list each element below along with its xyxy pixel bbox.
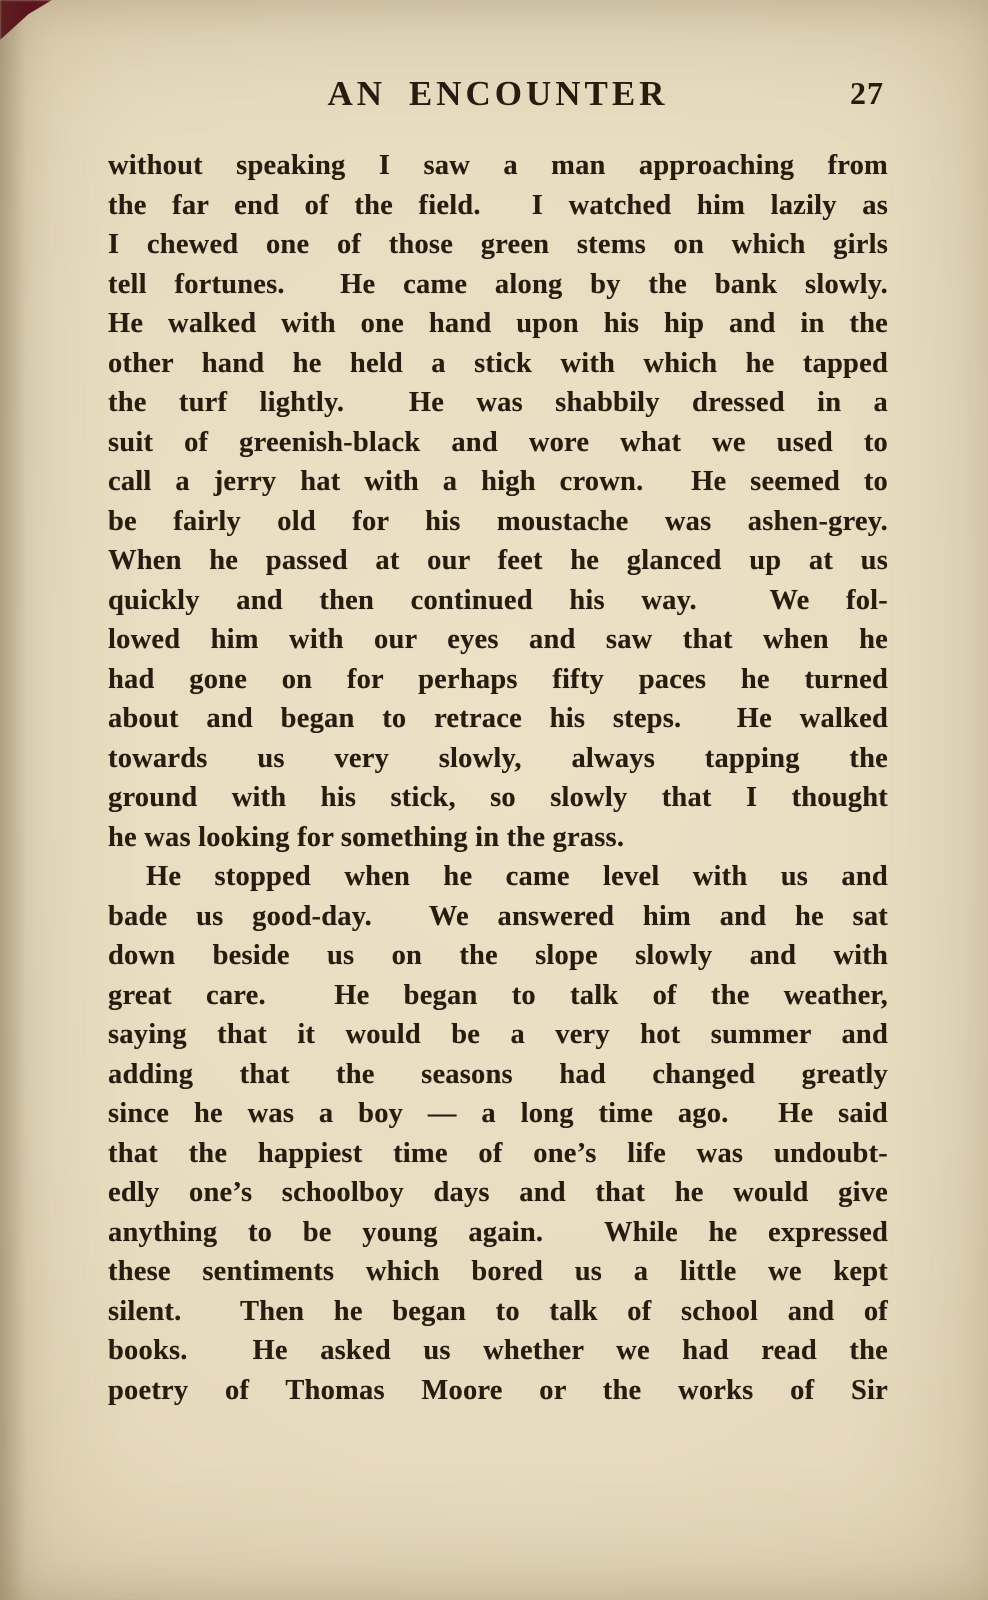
running-title: AN ENCOUNTER <box>327 74 669 113</box>
text-line: bade us good-day. We answered him and he sat <box>108 900 888 932</box>
page-body <box>108 146 888 1410</box>
text-line: since he was a boy — a long time ago. He said <box>108 1098 888 1129</box>
text-line: tell fortunes. He came along by the bank slowly. <box>108 268 888 300</box>
text-line: He walked with one hand upon his hip and in the <box>108 308 888 339</box>
text-line: that the happiest time of one’s life was undoubt- <box>108 1137 888 1169</box>
text-line: great care. He began to talk of the weather, <box>108 979 888 1011</box>
text-line: silent. Then he began to talk of school and of <box>108 1295 888 1327</box>
text-line: poetry of Thomas Moore or the works of Sir <box>108 1374 888 1406</box>
page-edge-shade <box>0 0 26 1600</box>
text-line: I chewed one of those green stems on which girls <box>108 229 888 260</box>
text-line: He stopped when he came level with us and <box>146 861 888 892</box>
text-line: he was looking for something in the grass. <box>108 821 625 853</box>
text-line: anything to be young again. While he expressed <box>108 1216 888 1248</box>
text-line: be fairly old for his moustache was ashen-grey. <box>108 505 888 537</box>
text-line: edly one’s schoolboy days and that he would give <box>108 1177 888 1208</box>
text-line: adding that the seasons had changed greatly <box>108 1058 888 1090</box>
text-line: When he passed at our feet he glanced up at us <box>108 545 888 576</box>
text-line: about and began to retrace his steps. He walked <box>108 703 888 734</box>
page-header <box>108 74 888 122</box>
text-line: towards us very slowly, always tapping the <box>108 742 888 774</box>
text-line: other hand he held a stick with which he tapped <box>108 347 888 379</box>
text-line: these sentiments which bored us a little we kept <box>108 1256 888 1287</box>
text-line: books. He asked us whether we had read the <box>108 1335 888 1366</box>
text-line: the turf lightly. He was shabbily dressed in a <box>108 387 888 418</box>
text-line: had gone on for perhaps fifty paces he turned <box>108 663 888 695</box>
text-line: call a jerry hat with a high crown. He seemed to <box>108 466 888 497</box>
text-line: without speaking I saw a man approaching from <box>108 150 888 181</box>
text-line: ground with his stick, so slowly that I thought <box>108 782 888 813</box>
text-line: saying that it would be a very hot summer and <box>108 1019 888 1050</box>
text-line: quickly and then continued his way. We fol- <box>108 584 888 616</box>
text-line: the far end of the field. I watched him lazily as <box>108 189 888 221</box>
text-line: down beside us on the slope slowly and with <box>108 940 888 971</box>
text-line: suit of greenish-black and wore what we used to <box>108 426 888 458</box>
text-line: lowed him with our eyes and saw that when he <box>108 624 888 655</box>
page-number: 27 <box>850 75 884 111</box>
